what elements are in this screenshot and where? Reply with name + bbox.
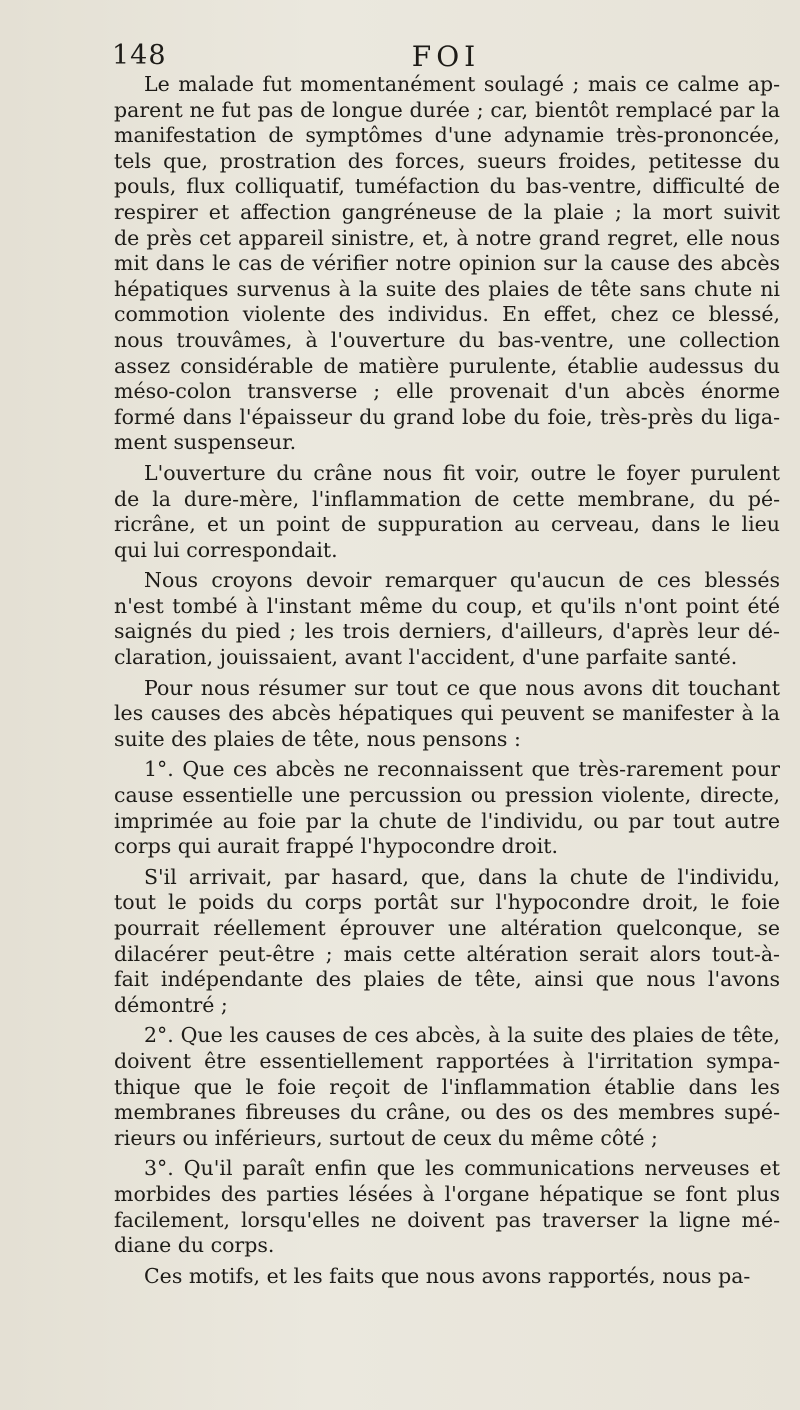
text-line: tout le poids du corps portât sur l'hypocondre droit, le foie — [114, 890, 780, 915]
text-line: 2°. Que les causes de ces abcès, à la suite des plaies de tête, — [144, 1023, 780, 1048]
text-line: nous trouvâmes, à l'ouverture du bas-ventre, une collection — [114, 327, 780, 352]
text-line: cause essentielle une percussion ou pression violente, directe, — [114, 783, 780, 808]
text-line: imprimée au foie par la chute de l'individu, ou par tout autre — [114, 808, 780, 833]
text-line: 3°. Qu'il paraît enfin que les communications nerveuses et — [144, 1156, 780, 1181]
paragraph — [114, 72, 780, 456]
text-line: saignés du pied ; les trois derniers, d'ailleurs, d'après leur dé- — [114, 619, 780, 644]
text-line: doivent être essentiellement rapportées à l'irritation sympa- — [114, 1048, 780, 1073]
text-line: Nous croyons devoir remarquer qu'aucun de ces blessés — [144, 568, 780, 593]
text-line: les causes des abcès hépatiques qui peuvent se manifester à la — [114, 701, 780, 726]
paragraph — [114, 757, 780, 859]
paragraph — [114, 865, 780, 1019]
text-line: Le malade fut momentanément soulagé ; mais ce calme ap- — [144, 72, 780, 96]
text-line: diane du corps. — [114, 1233, 275, 1258]
text-line: L'ouverture du crâne nous fit voir, outre le foyer purulent — [144, 460, 780, 485]
text-line: ricrâne, et un point de suppuration au cerveau, dans le lieu — [114, 512, 780, 537]
text-line: parent ne fut pas de longue durée ; car, bientôt remplacé par la — [114, 97, 780, 122]
text-line: Ces motifs, et les faits que nous avons rapportés, nous pa- — [144, 1263, 751, 1288]
text-line: assez considérable de matière purulente, établie audessus du — [114, 353, 780, 378]
text-line: facilement, lorsqu'elles ne doivent pas traverser la ligne mé- — [114, 1207, 780, 1232]
text-line: respirer et affection gangréneuse de la plaie ; la mort suivit — [114, 199, 780, 224]
text-line: de près cet appareil sinistre, et, à notre grand regret, elle nous — [114, 225, 780, 250]
text-line: corps qui aurait frappé l'hypocondre droit. — [114, 834, 559, 859]
text-line: formé dans l'épaisseur du grand lobe du foie, très-près du liga- — [114, 404, 780, 429]
text-line: n'est tombé à l'instant même du coup, et qu'ils n'ont point été — [114, 593, 780, 618]
paragraph — [114, 461, 780, 563]
paragraph — [114, 676, 780, 753]
text-line: rieurs ou inférieurs, surtout de ceux du même côté ; — [114, 1125, 658, 1150]
paragraph — [114, 568, 780, 670]
text-line: qui lui correspondait. — [114, 537, 338, 562]
text-line: hépatiques survenus à la suite des plaies de tête sans chute ni — [114, 276, 780, 301]
paragraph — [114, 1264, 780, 1290]
body-text — [114, 72, 780, 1289]
text-line: Pour nous résumer sur tout ce que nous avons dit touchant — [144, 675, 780, 700]
text-line: démontré ; — [114, 992, 228, 1017]
text-line: mit dans le cas de vérifier notre opinion sur la cause des abcès — [114, 251, 780, 276]
text-line: morbides des parties lésées à l'organe hépatique se font plus — [114, 1181, 780, 1206]
text-line: manifestation de symptômes d'une adynamie très-prononcée, — [114, 123, 780, 148]
text-line: suite des plaies de tête, nous pensons : — [114, 726, 521, 751]
text-line: 1°. Que ces abcès ne reconnaissent que très-rarement pour — [144, 757, 780, 782]
text-line: thique que le foie reçoit de l'inflammation établie dans les — [114, 1074, 780, 1099]
text-line: pouls, flux colliquatif, tuméfaction du bas-ventre, difficulté de — [114, 174, 780, 199]
text-line: dilacérer peut-être ; mais cette altération serait alors tout-à- — [114, 941, 780, 966]
text-line: ment suspenseur. — [114, 430, 297, 455]
page-number: 148 — [112, 40, 167, 71]
text-line: S'il arrivait, par hasard, que, dans la chute de l'individu, — [144, 864, 780, 889]
running-head: FOI — [411, 40, 481, 73]
text-line: pourrait réellement éprouver une altération quelconque, se — [114, 916, 780, 940]
text-line: commotion violente des individus. En effet, chez ce blessé, — [114, 302, 780, 327]
text-line: membranes fibreuses du crâne, ou des os des membres supé- — [114, 1100, 780, 1125]
text-line: méso-colon transverse ; elle provenait d'un abcès énorme — [114, 379, 780, 404]
text-line: de la dure-mère, l'inflammation de cette membrane, du pé- — [114, 486, 780, 511]
paragraph — [114, 1156, 780, 1258]
text-line: claration, jouissaient, avant l'accident, d'une parfaite santé. — [114, 645, 738, 670]
text-line: fait indépendante des plaies de tête, ainsi que nous l'avons — [114, 967, 780, 992]
paragraph — [114, 1023, 780, 1151]
text-line: tels que, prostration des forces, sueurs froides, petitesse du — [114, 148, 780, 173]
